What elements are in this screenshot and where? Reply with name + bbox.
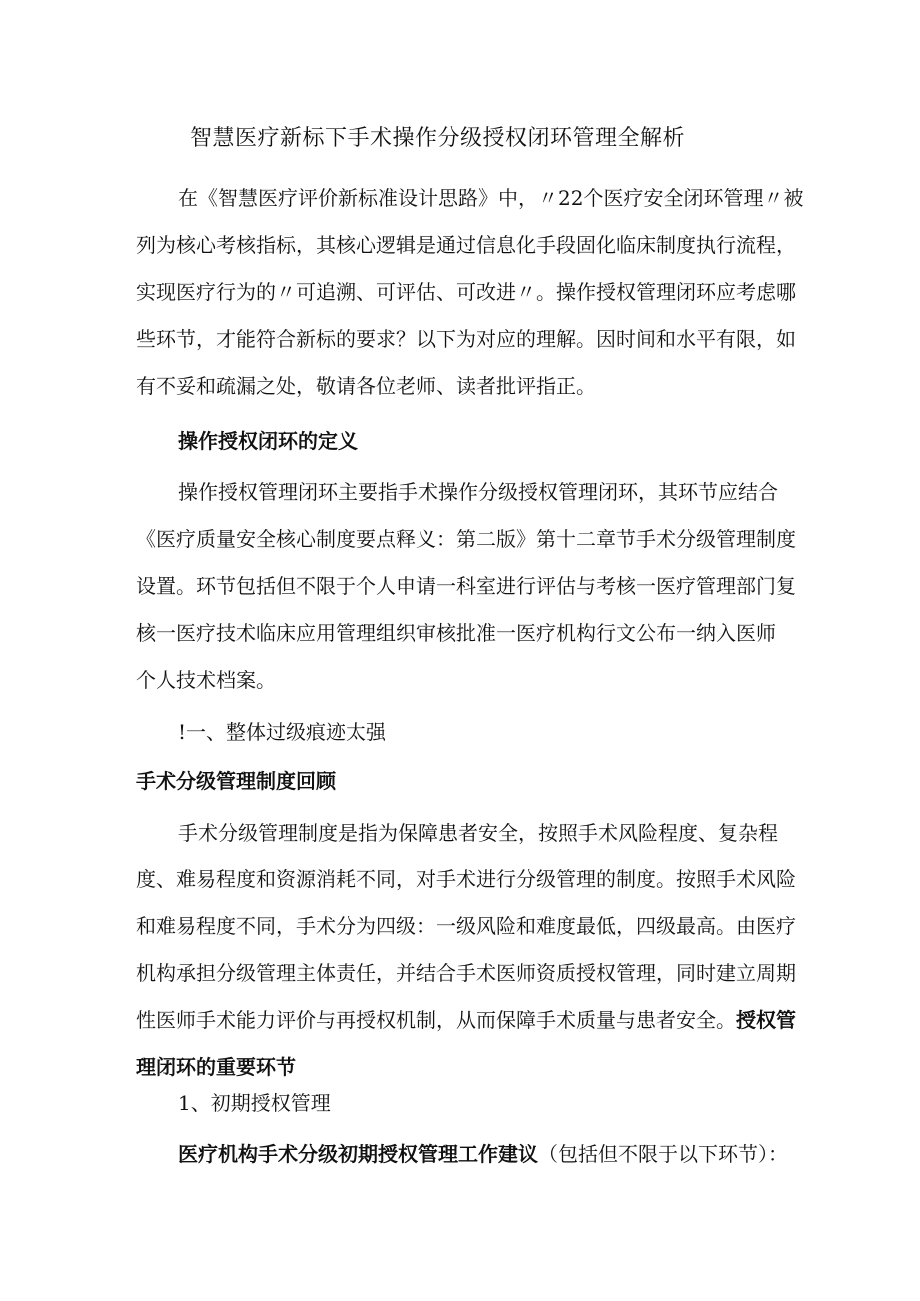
intro-line-1: 在《智慧医疗评价新标准设计思路》中，〃22个医疗安全闭环管理〃被 (178, 186, 804, 210)
review-line-5: 性医师手术能力评价与再授权机制，从而保障手术质量与患者安全。 (136, 1008, 736, 1032)
suggestion-line (178, 1139, 788, 1169)
item-one: 1、初期授权管理 (178, 1091, 331, 1115)
review-tail-bold: 授权管 (736, 1008, 796, 1032)
definition-line-5: 个人技术档案。 (136, 668, 276, 692)
intro-line-4: 些环节，才能符合新标的要求？以下为对应的理解。因时间和水平有限，如 (136, 327, 796, 351)
definition-line-2: 《医疗质量安全核心制度要点释义：第二版》第十二章节手术分级管理制度 (136, 527, 796, 551)
review-line-2: 度、难易程度和资源消耗不同，对手术进行分级管理的制度。按照手术风险 (136, 867, 796, 891)
definition-line-1: 操作授权管理闭环主要指手术操作分级授权管理闭环，其环节应结合 (178, 480, 778, 504)
review-line-3: 和难易程度不同，手术分为四级：一级风险和难度最低，四级最高。由医疗 (136, 914, 796, 938)
review-line-5-wrapper (136, 1005, 796, 1035)
heading-key-links: 理闭环的重要环节 (136, 1055, 296, 1079)
heading-review: 手术分级管理制度回顾 (136, 769, 336, 793)
definition-line-3: 设置。环节包括但不限于个人申请一科室进行评估与考核一医疗管理部门复 (136, 574, 796, 598)
suggestion-normal: （包括但不限于以下环节）： (538, 1142, 788, 1166)
review-line-4: 机构承担分级管理主体责任，并结合手术医师资质授权管理，同时建立周期 (136, 961, 796, 985)
page-title: 智慧医疗新标下手术操作分级授权闭环管理全解析 (190, 126, 686, 151)
heading-definition: 操作授权闭环的定义 (178, 429, 358, 453)
intro-line-5: 有不妥和疏漏之处，敬请各位老师、读者批评指正。 (136, 374, 596, 398)
section-one-heading: !一、整体过级痕迹太强 (178, 720, 387, 744)
intro-line-3: 实现医疗行为的〃可追溯、可评估、可改进〃。操作授权管理闭环应考虑哪 (136, 280, 796, 304)
suggestion-bold: 医疗机构手术分级初期授权管理工作建议 (178, 1142, 538, 1166)
intro-line-2: 列为核心考核指标，其核心逻辑是通过信息化手段固化临床制度执行流程， (136, 233, 796, 257)
review-line-1: 手术分级管理制度是指为保障患者安全，按照手术风险程度、复杂程 (178, 821, 778, 845)
definition-line-4: 核一医疗技术临床应用管理组织审核批准一医疗机构行文公布一纳入医师 (136, 621, 776, 645)
